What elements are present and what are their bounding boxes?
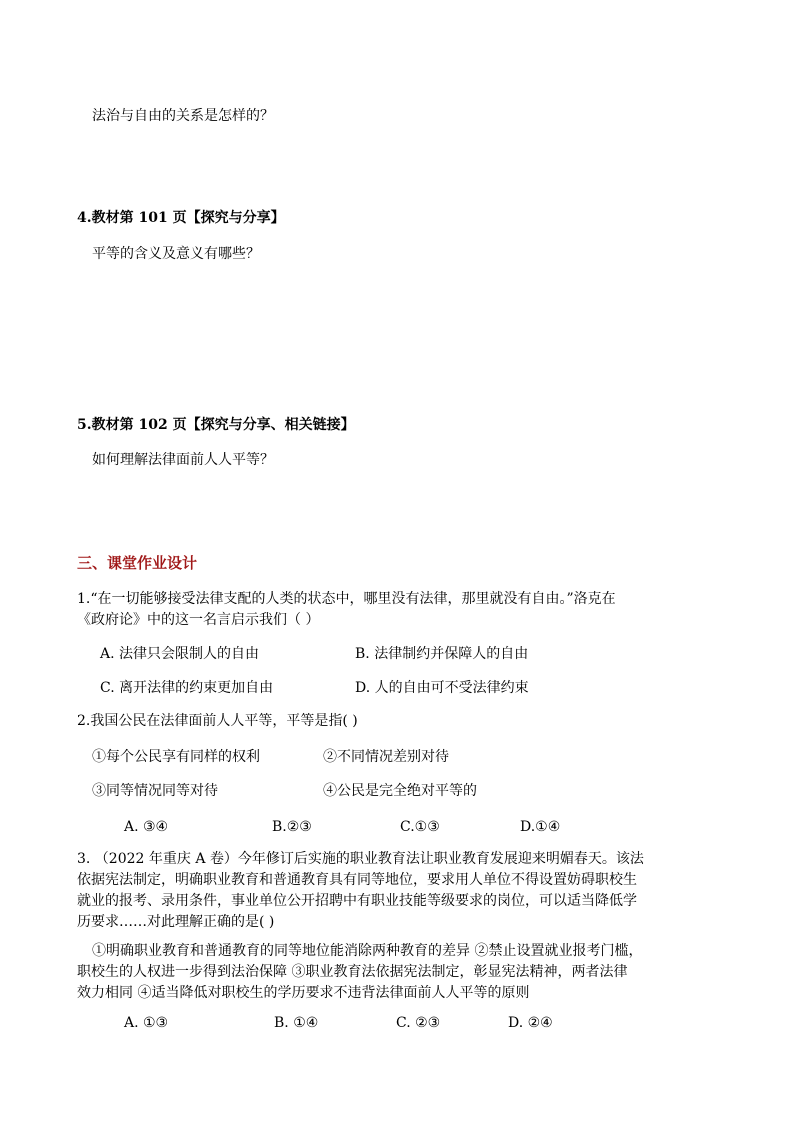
- item5-heading: 5.教材第 102 页【探究与分享、相关链接】: [77, 417, 355, 433]
- q1-option-d: D. 人的自由可不受法律约束: [355, 680, 529, 696]
- q2-option-d: D.①④: [520, 819, 561, 835]
- q3-stem-line1: 3. （2022 年重庆 A 卷）今年修订后实施的职业教育法让职业教育发展迎来明媚春天。该法: [77, 851, 644, 867]
- q3-option-d: D. ②④: [508, 1015, 553, 1031]
- q3-option-b: B. ①④: [274, 1015, 319, 1031]
- q2-item-2: ②不同情况差别对待: [323, 749, 449, 765]
- q1-stem-line2: 《政府论》中的这一名言启示我们（ ）: [77, 612, 320, 628]
- q1-option-c: C. 离开法律的约束更加自由: [100, 680, 274, 696]
- q2-item-4: ④公民是完全绝对平等的: [323, 783, 477, 799]
- q3-stem-line2: 依据宪法制定，明确职业教育和普通教育具有同等地位，要求用人单位不得设置妨碍职校生: [77, 872, 637, 888]
- q2-item-1: ①每个公民享有同样的权利: [92, 749, 260, 765]
- q1-option-b: B. 法律制约并保障人的自由: [355, 646, 529, 662]
- item4-question: 平等的含义及意义有哪些？: [92, 246, 260, 262]
- item5-question: 如何理解法律面前人人平等？: [92, 452, 274, 468]
- q3-option-c: C. ②③: [396, 1015, 441, 1031]
- q2-item-3: ③同等情况同等对待: [92, 783, 218, 799]
- q2-stem: 2.我国公民在法律面前人人平等，平等是指( ): [77, 713, 358, 729]
- q3-stem-line4: 历要求……对此理解正确的是( ): [77, 914, 275, 930]
- question-freedom-law: 法治与自由的关系是怎样的？: [92, 108, 274, 124]
- item4-heading: 4.教材第 101 页【探究与分享】: [77, 210, 285, 226]
- q3-statement-line1: ①明确职业教育和普通教育的同等地位能消除两种教育的差异 ②禁止设置就业报考门槛，: [92, 943, 643, 959]
- q2-option-b: B.②③: [272, 819, 312, 835]
- q3-statement-line2: 职校生的人权进一步得到法治保障 ③职业教育法依据宪法制定，彰显宪法精神，两者法律: [77, 964, 628, 980]
- section-title: 三、课堂作业设计: [77, 554, 198, 572]
- q1-stem-line1: 1.“在一切能够接受法律支配的人类的状态中，哪里没有法律，那里就没有自由。”洛克在: [77, 591, 616, 607]
- q2-option-a: A. ③④: [124, 819, 169, 835]
- q1-option-a: A. 法律只会限制人的自由: [100, 646, 260, 662]
- q3-statement-line3: 效力相同 ④适当降低对职校生的学历要求不违背法律面前人人平等的原则: [77, 985, 530, 1001]
- q2-option-c: C.①③: [400, 819, 440, 835]
- q3-stem-line3: 就业的报考、录用条件，事业单位公开招聘中有职业技能等级要求的岗位，可以适当降低学: [77, 893, 637, 909]
- q3-option-a: A. ①③: [124, 1015, 169, 1031]
